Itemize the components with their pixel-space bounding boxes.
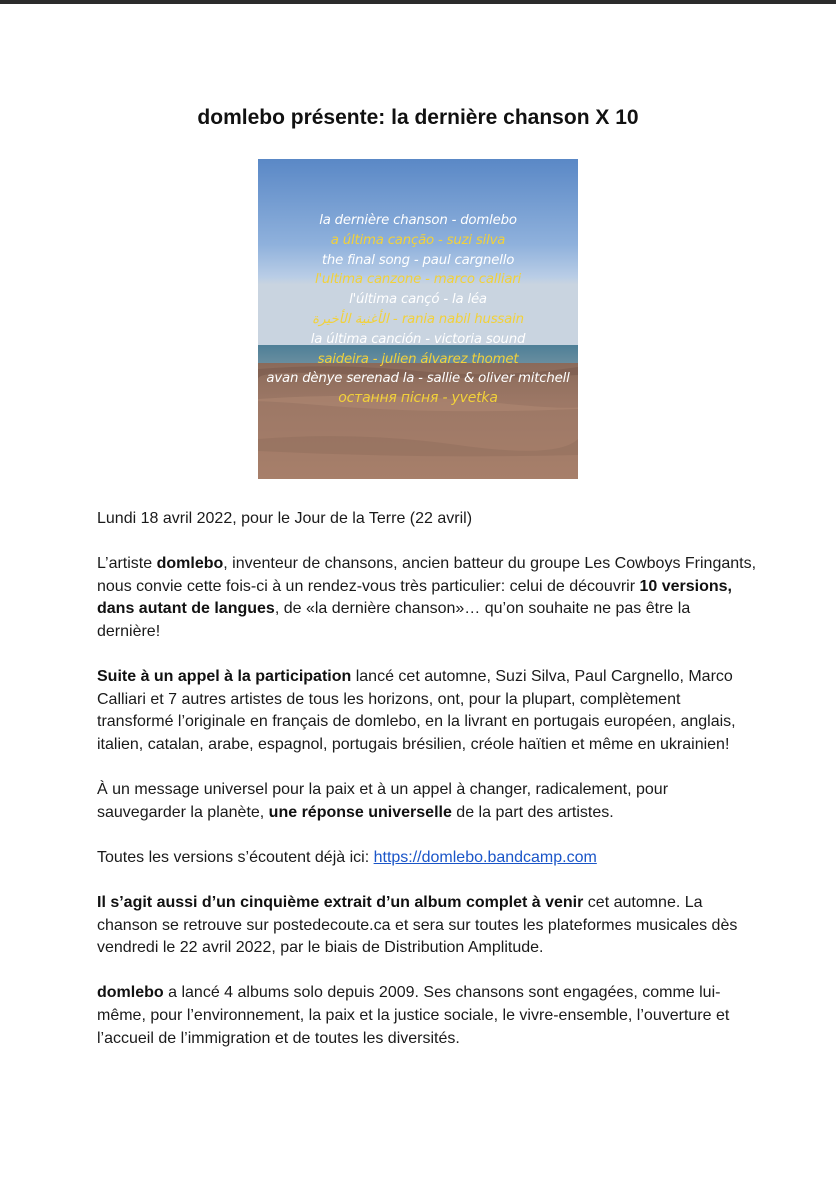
participation-paragraph: Suite à un appel à la participation lancé cet automne, Suzi Silva, Paul Cargnello, Marco Calliari et 7 autres artistes de tous les horizons, ont, pour la plupart, complètement transformé l’originale en français de domlebo, en la livrant en portugais européen, anglais, italien, catalan, arabe, espagnol, portugais brésilien, créole haïtien et même en ukrainien!	[97, 668, 736, 753]
cover-line: l'última cançó - la léa	[349, 292, 487, 308]
cover-line: the final song - paul cargnello	[321, 252, 515, 268]
album-paragraph: Il s’agit aussi d’un cinquième extrait d’un album complet à venir cet automne. La chanson se retrouve sur postedecoute.ca et sera sur toutes les plateformes musicales dès vendredi le 22 avril 2022, par le biais de Distribution Amplitude.	[97, 894, 738, 957]
bandcamp-link[interactable]: https://domlebo.bandcamp.com	[373, 848, 597, 866]
bio-paragraph: domlebo a lancé 4 albums solo depuis 2009. Ses chansons sont engagées, comme lui-même, pour l’environnement, la paix et la justice sociale, le vivre-ensemble, l’ouverture et l’accueil de l’immigration et de toutes les diversités.	[97, 984, 730, 1047]
cover-line: a última canção - suzi silva	[330, 232, 506, 248]
page-title: domlebo présente: la dernière chanson X 10	[197, 106, 639, 129]
cover-line: الأغنية الأخيرة - rania nabil hussain	[312, 311, 524, 327]
album-cover-image	[258, 159, 578, 479]
cover-line: avan dènye serenad la - sallie & oliver mitchell	[266, 371, 570, 387]
cover-line: la última canción - victoria sound	[310, 331, 526, 347]
cover-line: l'ultima canzone - marco calliari	[314, 272, 522, 288]
intro-paragraph: L’artiste domlebo, inventeur de chansons, ancien batteur du groupe Les Cowboys Fringants, nous convie cette fois-ci à un rendez-vous très particulier: celui de découvrir 10 versions, dans autant de langues, de «la dernière chanson»… qu’on souhaite ne pas être la dernière!	[97, 555, 757, 640]
song-versions-list	[258, 211, 578, 409]
date-paragraph: Lundi 18 avril 2022, pour le Jour de la Terre (22 avril)	[97, 510, 473, 527]
listen-paragraph: Toutes les versions s’écoutent déjà ici: https://domlebo.bandcamp.com	[97, 848, 597, 866]
cover-line: la dernière chanson - domlebo	[319, 213, 517, 228]
message-paragraph: À un message universel pour la paix et à un appel à changer, radicalement, pour sauvegarder la planète, une réponse universelle de la part des artistes.	[97, 781, 669, 821]
press-release-body	[97, 508, 757, 1073]
top-border	[0, 0, 836, 4]
cover-line: остання пісня - yvetka	[338, 390, 498, 407]
cover-line: saideira - julien álvarez thomet	[317, 351, 519, 367]
